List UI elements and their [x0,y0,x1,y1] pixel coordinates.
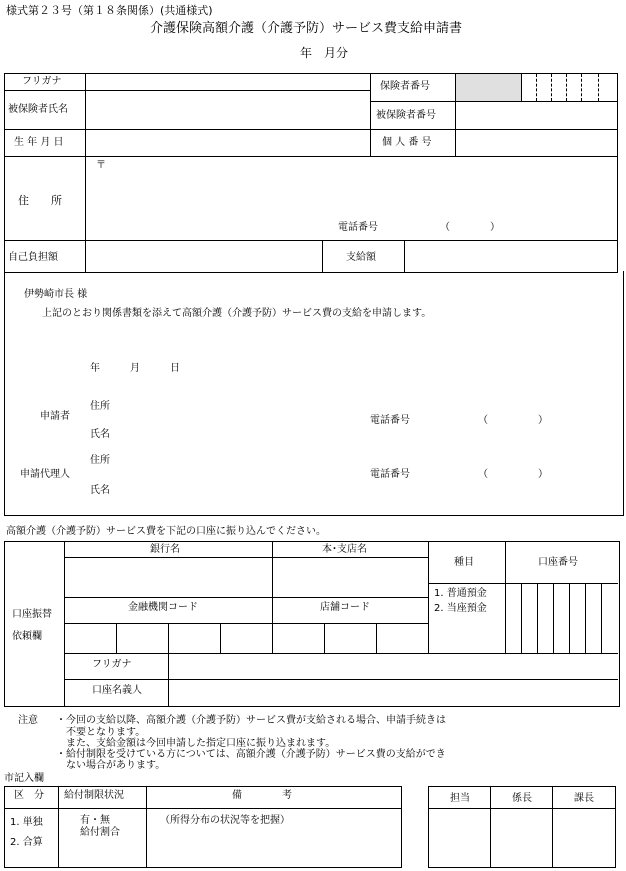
category-combined: 2. 合算 [10,837,43,848]
personal-number-label: 個 人 番 号 [382,137,432,148]
note-line-4: ・給付制限を受けている方については、高額介護（介護予防）サービス費の支給ができ [56,749,446,760]
proxy-phone-label: 電話番号 [370,469,410,480]
address-label: 住 所 [18,194,62,207]
account-holder-input[interactable] [171,682,615,703]
request-date: 年 月 日 [90,363,180,374]
remarks-note: （所得分布の状況等を把握） [160,815,290,826]
category-single: 1. 単独 [10,817,43,828]
insurer-number-shaded [456,74,521,101]
dob-label: 生 年 月 日 [14,137,64,148]
remarks-header: 備 考 [232,790,292,801]
phone-label: 電話番号 [338,222,378,233]
branch-name-input[interactable] [275,560,426,595]
proxy-label: 申請代理人 [20,469,70,480]
city-section-title: 市記入欄 [4,773,44,784]
proxy-phone-paren: （ ） [478,469,548,480]
payment-input[interactable] [407,243,614,269]
request-statement: 上記のとおり関係書類を添えて高額介護（介護予防）サービス費の支給を申請します。 [42,308,432,319]
bank-name-input[interactable] [66,560,270,595]
personal-number-input[interactable] [458,131,614,154]
period-label: 年 月分 [300,46,349,60]
applicant-name-label: 氏名 [90,429,110,440]
bank-side-label-2: 依頼欄 [12,631,42,642]
form-number: 様式第２３号（第１８条関係）(共通様式) [6,4,213,17]
account-type-label: 種目 [454,557,474,568]
account-number-label: 口座番号 [538,557,578,568]
insured-name-label: 被保険者氏名 [8,104,68,115]
note-line-1: ・今回の支給以降、高額介護（介護予防）サービス費が支給される場合、申請手続きは [56,715,446,726]
insured-number-input[interactable] [458,104,614,127]
address-input[interactable] [110,160,610,215]
copay-input[interactable] [88,243,318,269]
chief-stamp-label: 係長 [512,793,532,804]
applicant-phone-paren: （ ） [478,415,548,426]
restriction-yes-no: 有・無 [80,815,110,826]
proxy-address-label: 住所 [90,455,110,466]
insurer-number-label: 保険者番号 [380,81,430,92]
phone-paren: （ ） [440,222,500,233]
section-chief-stamp-label: 課長 [574,793,594,804]
note-line-2: 不要となります。 [66,727,146,738]
applicant-label: 申請者 [40,411,70,422]
account-type-option-1[interactable]: 1. 普通預金 [434,588,487,599]
notes-label: 注意 [18,715,38,726]
institution-code-label: 金融機関コード [128,602,198,613]
dob-input[interactable] [88,131,366,154]
account-type-option-2[interactable]: 2. 当座預金 [434,603,487,614]
bank-name-label: 銀行名 [150,544,180,555]
payment-label: 支給額 [346,252,376,263]
copay-label: 自己負担額 [8,252,58,263]
bank-furigana-label: フリガナ [92,659,132,670]
form-title: 介護保険高額介護（介護予防）サービス費支給申請書 [150,21,463,36]
applicant-phone-label: 電話番号 [370,415,410,426]
account-holder-label: 口座名義人 [92,685,142,696]
branch-code-label: 店舗コード [320,602,370,613]
note-line-3: また、支給金額は今回申請した指定口座に振り込まれます。 [66,738,336,749]
branch-name-label: 本･支店名 [322,544,367,555]
postal-mark: 〒 [96,160,106,171]
insured-name-input[interactable] [88,93,366,127]
category-header: 区 分 [14,790,44,801]
furigana-input[interactable] [88,75,366,89]
restriction-rate: 給付割合 [80,827,120,838]
bank-intro: 高額介護（介護予防）サービス費を下記の口座に振り込んでください。 [6,526,326,537]
applicant-address-label: 住所 [90,401,110,412]
bank-furigana-input[interactable] [171,656,615,677]
addressee: 伊勢崎市長 様 [24,289,88,300]
insured-number-label: 被保険者番号 [376,110,436,121]
staff-stamp-label: 担当 [450,793,470,804]
note-line-5: ない場合があります。 [66,760,166,771]
bank-side-label-1: 口座振替 [12,609,52,620]
proxy-name-label: 氏名 [90,485,110,496]
furigana-label: フリガナ [22,76,62,87]
restriction-header: 給付制限状況 [64,790,124,801]
